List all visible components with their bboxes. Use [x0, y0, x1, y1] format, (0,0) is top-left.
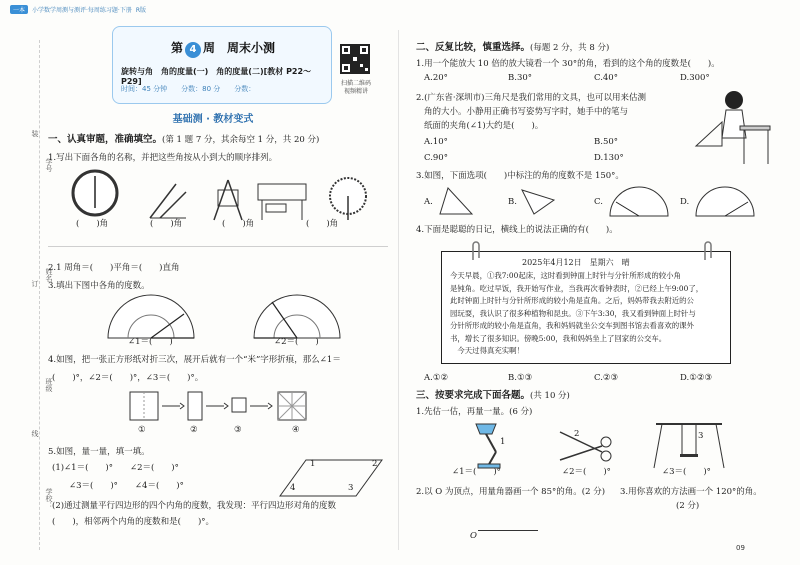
r-q5-text: [416, 406, 676, 418]
protractor-icon: [608, 184, 670, 218]
cut-mark: 订: [31, 280, 39, 287]
clock-icon: [70, 168, 120, 218]
diary-line: 今天早晨，①我7:00起床，这时看到钟面上时针与分针所形成的较小角: [450, 271, 681, 280]
option-a[interactable]: A.10°: [424, 137, 448, 147]
r-q5-blank-1[interactable]: ∠1＝( )°: [452, 467, 501, 477]
q1-blank-3[interactable]: ( )角: [222, 219, 255, 229]
option-a[interactable]: A.20°: [424, 73, 448, 83]
page-number: 09: [736, 544, 745, 552]
test-title: [133, 39, 313, 58]
r-q7-text: 3.用你喜欢的方法画一个 120°的角。: [620, 487, 762, 497]
beach-chair-icon: [146, 180, 190, 220]
diary-line: 园玩耍，我认识了很多种植物和昆虫。③下午3:30，我又看到钟面上时针与: [450, 308, 696, 318]
easel-icon: [210, 178, 246, 222]
r-q1-text: 1.用一个能放大 10 倍的放大镜看一个 30°的角，看到的这个角的度数是( )。: [416, 59, 720, 69]
option-c[interactable]: C.②③: [594, 373, 619, 383]
diary-line: 分针所形成的较小角是直角，我和妈妈就坐公交车到图书馆去看喜欢的课外: [450, 321, 694, 330]
cut-mark: 装: [31, 130, 39, 137]
r-q5-title: 1.先估一估，再量一量。: [416, 407, 510, 417]
q1-text: 1.写出下面各角的名称，并把这些角按从小到大的顺序排列。: [48, 153, 278, 163]
week-prefix: 第: [170, 41, 183, 55]
week-number: 4: [185, 42, 201, 58]
desk-lamp-icon: [468, 420, 518, 470]
cut-mark: 线: [31, 430, 39, 437]
option-d[interactable]: D.130°: [594, 153, 624, 163]
r-q3-text: 3.如图，下面选项( )中标注的角的度数不是 150°。: [416, 171, 624, 181]
option-b[interactable]: B.30°: [508, 73, 533, 83]
angle-label: 2: [372, 459, 378, 469]
r-q6-note: (2 分): [581, 487, 606, 497]
option-b[interactable]: B.: [508, 197, 517, 207]
option-d[interactable]: D.: [680, 197, 690, 207]
diary-line: 是钝角。吃过早饭，我开始写作业，当我再次看钟表时，②已经上午9:00了，: [450, 283, 704, 293]
option-b[interactable]: B.①③: [508, 373, 533, 383]
sawblade-icon: [322, 176, 370, 222]
version-label: R版: [135, 6, 147, 14]
part1-title: 一、认真审题，准确填空。: [48, 134, 163, 145]
r-q5-blank-3[interactable]: ∠3＝( )°: [662, 467, 711, 477]
test-meta: [121, 84, 331, 94]
scissors-icon: [556, 426, 616, 468]
time-limit: 时间：45 分钟: [121, 85, 168, 93]
desk-icon: [256, 176, 308, 222]
option-a[interactable]: A.①②: [424, 373, 449, 383]
r-q7-note: (2 分): [676, 501, 700, 511]
q5-line-2[interactable]: ∠3＝( )° ∠4＝( )°: [52, 481, 184, 491]
angle-label: 4: [290, 483, 296, 493]
test-name: 周末小测: [227, 41, 276, 55]
title-banner: [112, 26, 332, 104]
qr-pattern-icon: [340, 44, 370, 74]
step-label: ④: [292, 425, 300, 435]
q4-blanks[interactable]: ( )°，∠2＝( )°，∠3＝( )°。: [52, 373, 204, 383]
paperclip-icon: [702, 240, 714, 262]
folding-steps-figure: [128, 388, 338, 428]
step-label: ①: [138, 425, 146, 435]
q2-text: 2.1 周角＝( )平角＝( )直角: [48, 263, 180, 273]
option-c[interactable]: C.40°: [594, 73, 618, 83]
series-title: 小学数学周测与测评·每周练习题·下册: [32, 6, 132, 14]
q1-blank-1[interactable]: ( )角: [76, 219, 109, 229]
section-title: 基础测 · 教材变式: [172, 114, 254, 125]
diary-line: 此时钟面上时针与分针所形成的较小角是直角。之后，妈妈带我去附近的公: [450, 296, 694, 305]
option-a[interactable]: A.: [424, 197, 433, 207]
angle-label: 3: [698, 431, 704, 441]
r-q2-line-2: 角的大小。小静用正确书写姿势写字时，她手中的笔与: [424, 107, 629, 117]
angle-label: 2: [574, 429, 580, 439]
diary-line: 书，增长了很多知识。傍晚5:00，我和妈妈坐上了回家的公交车。: [450, 333, 667, 343]
protractor-icon: [252, 294, 342, 340]
angle-label: 1: [310, 459, 316, 469]
binding-strip: [28, 40, 53, 550]
q1-blank-4[interactable]: ( )角: [306, 219, 339, 229]
option-b[interactable]: B.50°: [594, 137, 619, 147]
part2-heading: [416, 42, 776, 54]
swing-icon: [652, 420, 726, 470]
qr-code[interactable]: [340, 44, 370, 74]
part1-heading: [48, 134, 388, 146]
q3-text: 3.填出下图中各角的度数。: [48, 281, 150, 291]
q5-line-3: (2)通过测量平行四边形的四个内角的度数，我发现：平行四边形对角的度数: [52, 501, 337, 511]
diary-date: 2025年4月12日 星期六 晴: [522, 258, 630, 267]
part3-heading: [416, 390, 786, 402]
student-id-label: 学号: [45, 158, 53, 172]
protractor-icon: [106, 294, 196, 340]
part3-title: 三、按要求完成下面各题。: [416, 390, 531, 401]
r-q2-line-3: 纸面的夹角(∠1)大约是( )。: [424, 121, 544, 131]
part2-title: 二、反复比较，慎重选择。: [416, 42, 531, 53]
diary-body: [450, 270, 728, 358]
diary-line: 今天过得真充实啊！: [450, 346, 524, 355]
protractor-icon: [694, 184, 756, 218]
part3-note: (共 10 分): [530, 391, 570, 401]
test-scope: 旋转与角 角的度量(一) 角的度量(二)[教材 P22～P29]: [121, 67, 312, 86]
series-tag: 一本: [10, 5, 28, 14]
part1-note: (第 1 题 7 分，其余每空 1 分，共 20 分): [162, 135, 320, 145]
diary-box: [441, 251, 731, 364]
answer-line: [48, 246, 388, 247]
r-q6-text: [416, 486, 616, 498]
r-q2-line-1: 2.(广东省·深圳市)三角尺是我们常用的文具，也可以用来估测: [416, 93, 646, 103]
part2-note: (每题 2 分，共 8 分): [530, 43, 610, 53]
angle-label: 1: [500, 437, 506, 447]
option-d[interactable]: D.300°: [680, 73, 710, 83]
angle-label: 3: [348, 483, 354, 493]
triangle-ruler-icon: [520, 186, 556, 216]
q5-line-1[interactable]: (1)∠1＝( )° ∠2＝( )°: [52, 463, 179, 473]
page-divider: [398, 30, 399, 550]
score-field: 分数：: [234, 85, 256, 93]
class-label: 班级: [45, 378, 53, 392]
header-bar: [10, 2, 390, 16]
school-label: 学校：: [45, 488, 53, 509]
vertex-label: O: [470, 531, 477, 541]
q5-line-4[interactable]: ( )，相邻两个内角的度数和是( )°。: [52, 517, 215, 527]
name-label: 姓名: [45, 268, 53, 282]
option-c[interactable]: C.: [594, 197, 603, 207]
girl-writing-figure: [694, 86, 774, 166]
r-q4-text: 4.下面是聪聪的日记，横线上的说法正确的有( )。: [416, 225, 618, 235]
option-c[interactable]: C.90°: [424, 153, 448, 163]
total-score: 分数：80 分: [181, 85, 221, 93]
r-q5-blank-2[interactable]: ∠2＝( )°: [562, 467, 611, 477]
r-q6-title: 2.以 O 为顶点，用量角器画一个 85°的角。: [416, 487, 582, 497]
q4-text: 4.如图，把一张正方形纸对折三次，展开后就有一个“米”字形折痕，那么∠1＝: [48, 355, 341, 365]
qr-caption: 扫描二维码 视频精讲: [340, 80, 371, 95]
q1-blank-2[interactable]: ( )角: [150, 219, 183, 229]
step-label: ③: [234, 425, 242, 435]
paperclip-icon: [470, 240, 482, 262]
q3-angle-1[interactable]: ∠1＝( ): [128, 337, 173, 347]
q3-angle-2[interactable]: ∠2＝( ): [274, 337, 319, 347]
triangle-ruler-icon: [438, 186, 474, 216]
option-d[interactable]: D.①②③: [680, 373, 713, 383]
week-suffix: 周: [202, 41, 215, 55]
q5-text: 5.如图，量一量，填一填。: [48, 447, 150, 457]
step-label: ②: [190, 425, 198, 435]
r-q5-note: (6 分): [509, 407, 533, 417]
drawing-ray[interactable]: [478, 530, 538, 531]
